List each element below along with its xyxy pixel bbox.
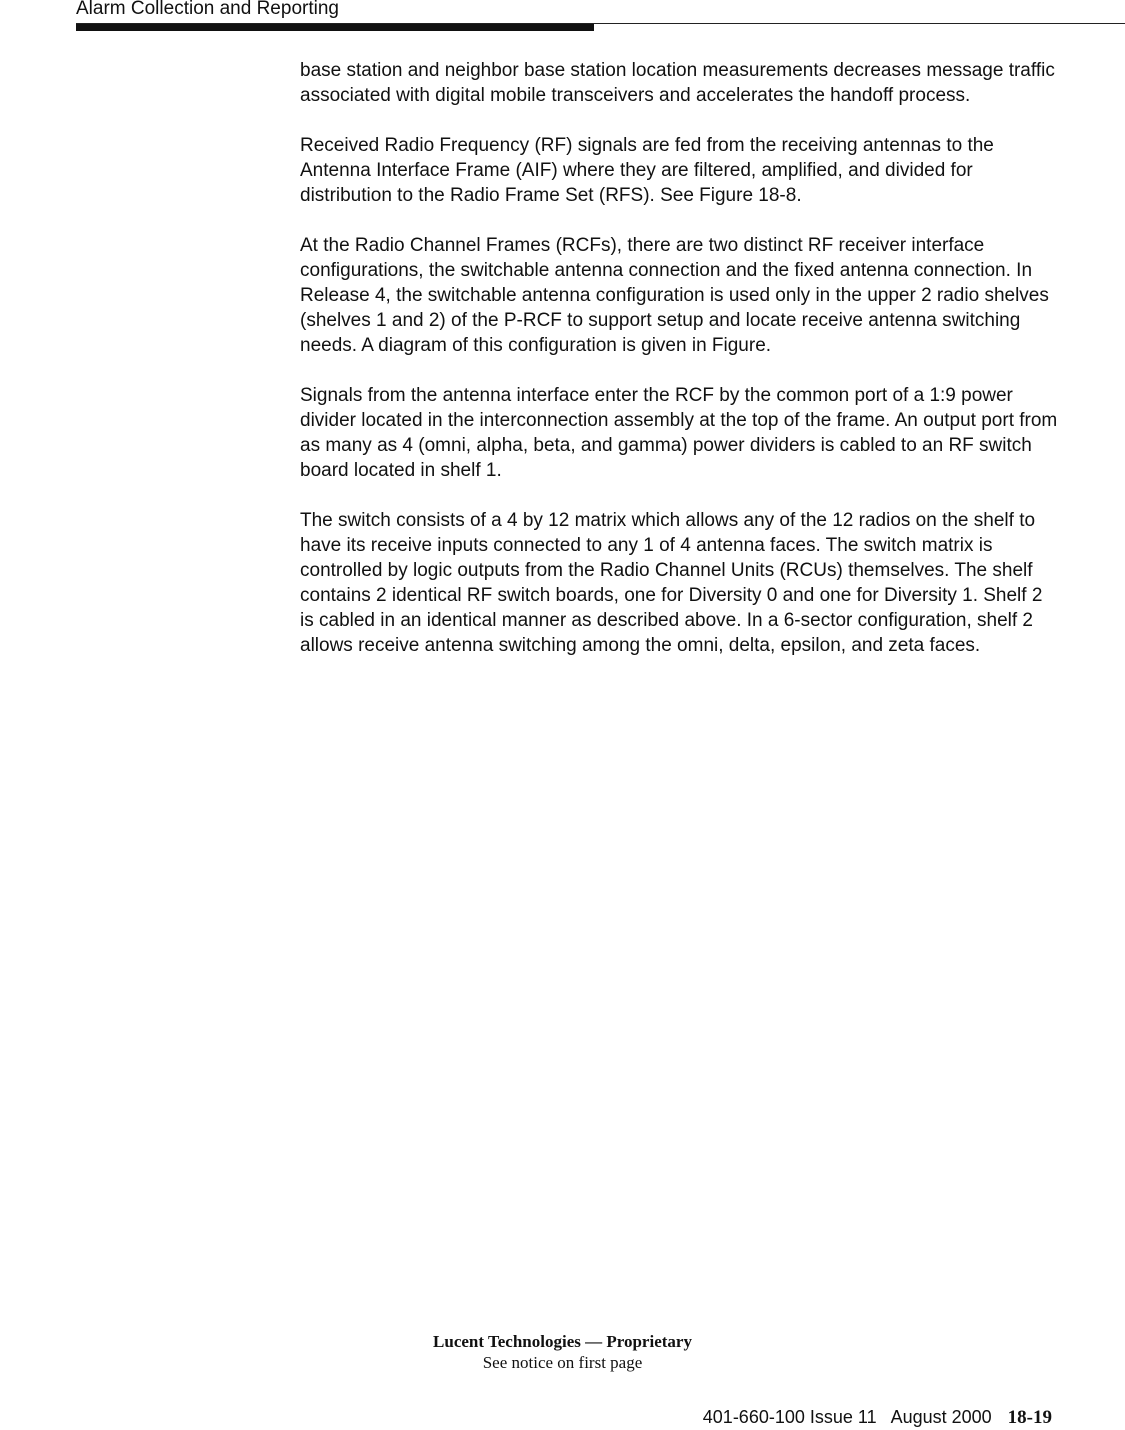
paragraph-switch-matrix: The switch consists of a 4 by 12 matrix which allows any of the 12 radios on the shelf to have its receive inputs connected to any 1 of 4 antenna faces. The switch matrix is controlled by logic outputs from the Radio Channel Units (RCUs) themselves. The shelf contains 2 identical RF switch boards, one for Diversity 0 and one for Diversity 1. Shelf 2 is cabled in an identical manner as described above. In a 6-sector configuration, shelf 2 allows receive antenna switching among the omni, delta, epsilon, and zeta faces. <box>300 510 1043 656</box>
paragraph-rcf-configurations: At the Radio Channel Frames (RCFs), there are two distinct RF receiver interface configurations, the switchable antenna connection and the fixed antenna connection. In Release 4, the switchable antenna configuration is used only in the upper 2 radio shelves (shelves 1 and 2) of the P-RCF to support setup and locate receive antenna switching needs. A diagram of this configuration is given in Figure. <box>300 235 1049 356</box>
footer-document-info <box>703 1405 1052 1430</box>
document-date: August 2000 <box>890 1407 992 1427</box>
header-bar <box>76 24 594 31</box>
paragraph-received-rf-signals: Received Radio Frequency (RF) signals are fed from the receiving antennas to the Antenna Interface Frame (AIF) where they are filtered, amplified, and divided for distribution to the Radio Frame Set (RFS). See Figure 18-8. <box>300 135 994 206</box>
page-number: 18-19 <box>1007 1407 1052 1428</box>
body-text <box>300 58 1060 683</box>
paragraph-handoff: base station and neighbor base station location measurements decreases message traffic associated with digital mobile transceivers and accelerates the handoff process. <box>300 60 1055 106</box>
running-header-title: Alarm Collection and Reporting <box>76 0 339 19</box>
paragraph-power-divider: Signals from the antenna interface enter the RCF by the common port of a 1:9 power divider located in the interconnection assembly at the top of the frame. An output port from as many as 4 (omni, alpha, beta, and gamma) power dividers is cabled to an RF switch board located in shelf 1. <box>300 385 1058 481</box>
footer-see-notice: See notice on first page <box>482 1353 643 1372</box>
footer-proprietary-notice: Lucent Technologies — Proprietary <box>433 1332 692 1351</box>
document-number: 401-660-100 Issue 11 <box>702 1407 877 1427</box>
